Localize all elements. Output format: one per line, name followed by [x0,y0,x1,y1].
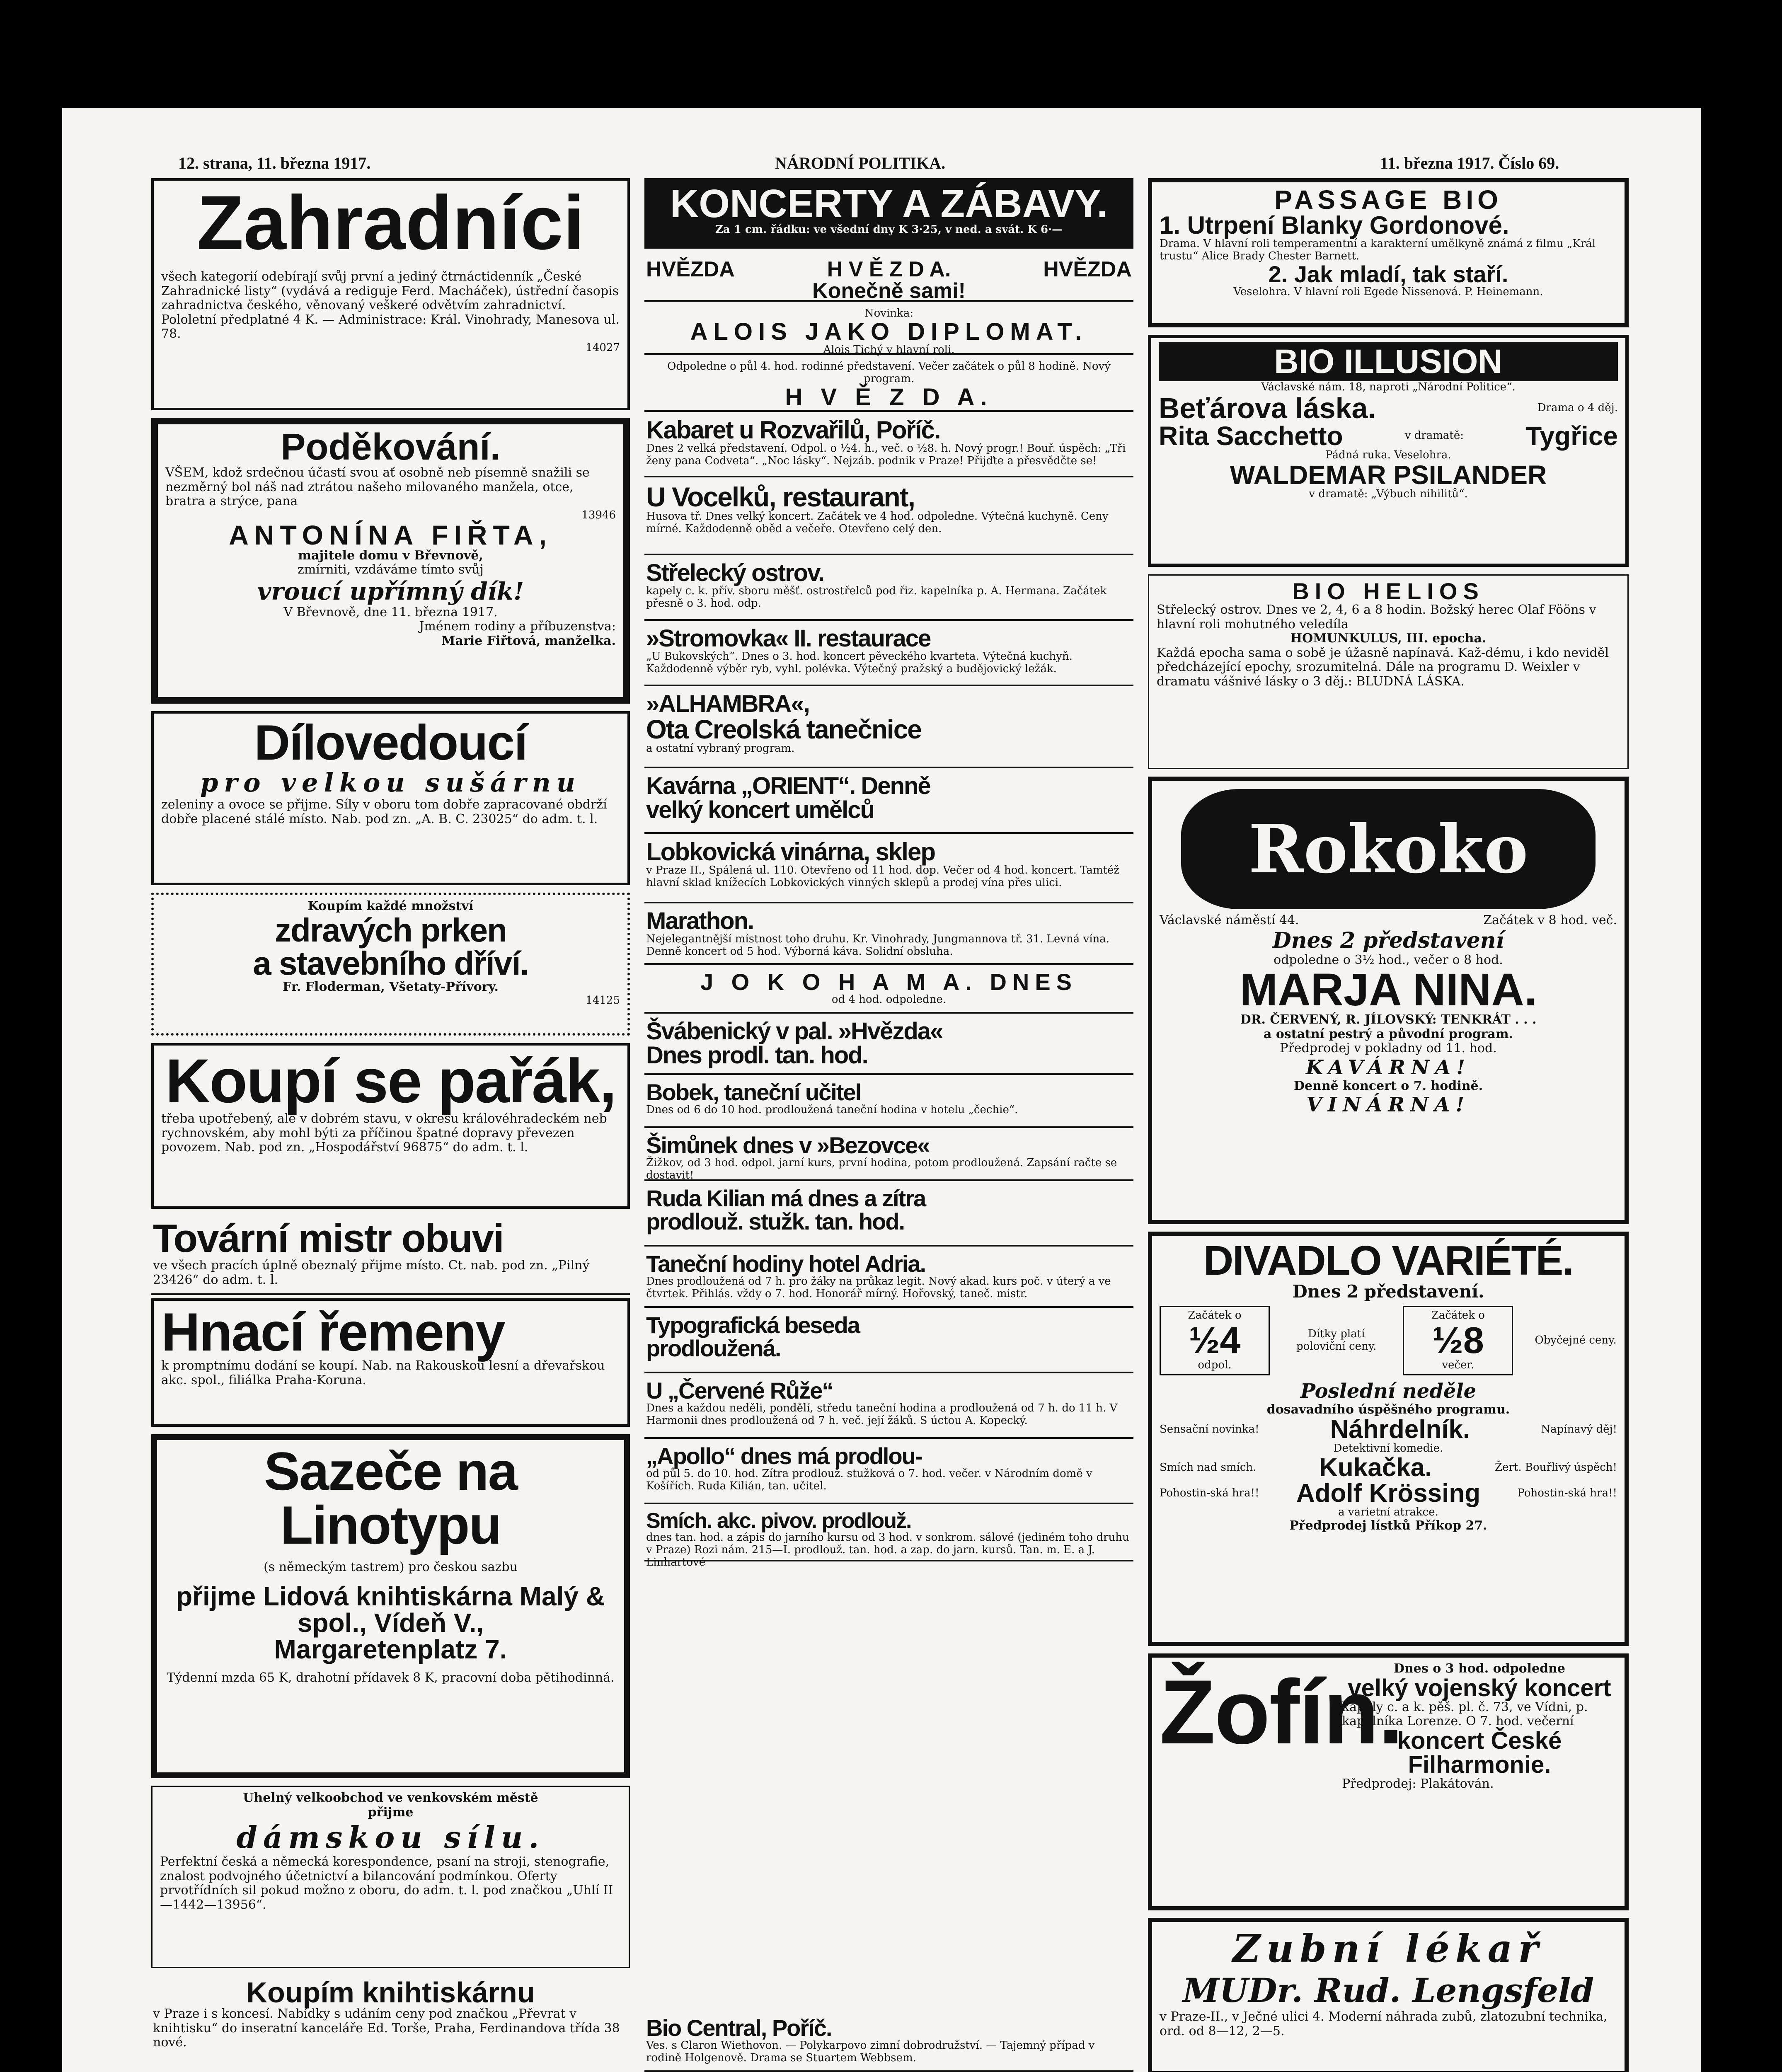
ad-title: Lobkovická vinárna, sklep [646,838,935,866]
ad-text: a ostatní vybraný program. [646,742,795,755]
ad-mistr [151,1216,630,1295]
film-4-text: v dramatě: „Výbuch nihilitů“. [1309,487,1468,500]
ad-uhelny [151,1786,630,1968]
ad-line-1: zdravých prken [275,911,506,949]
ad-text: v Praze-II., v Ječné ulici 4. Moderní náhrada zubů, zlatozubní technika, ord. od 8—12, 2—5. [1160,2009,1608,2038]
ad-stromovka [644,624,1133,686]
section-price: Za 1 cm. řádku: ve všední dny K 3·25, v ned. a svát. K 6·— [715,223,1063,236]
ad-cervena-ruze [644,1377,1133,1439]
film-1-text: Drama. V hlavní roli temperamentní a karakterní umělkyně známá z filmu „Král trustu“ Alice Brady Chester Barnett. [1160,237,1596,262]
ad-text: Ves. s Claron Wiethovon. — Polykarpovo zimní dobrodružství. — Tajemný případ v rodině Holgenově. Drama se Stuartem Webbsem. [646,2039,1095,2064]
dnes-label: Dnes [1292,1281,1341,1302]
column-3 [1148,178,1629,2072]
ad-text-2: Týdenní mzda 65 K, drahotní přídavek 8 K, pracovní doba pětihodinná. [167,1670,615,1685]
ad-title: Tovární mistr obuvi [153,1216,504,1261]
ad-title: Taneční hodiny hotel Adria. [646,1251,926,1277]
ad-text: VŠEM, kdož srdečnou účastí svou ať osobně neb písemně snažili se nezměrný bol náš nad ztrátou našeho milovaného manžela, otce, bratra a strýce, pana [165,465,590,508]
header-left: 12. strana, 11. března 1917. [178,154,371,172]
ad-text-2: Každá epocha sama o sobě je úžasně napínavá. Kaž-dému, i kdo neviděl předcházející epochy, srozumitelná. Dále na programu D. Weixler v dramatu vášnivé lásky o 3 děj.: BLUDNÁ LÁSKA. [1157,645,1609,689]
ad-strelecky-ostrov [644,559,1133,621]
ad-title: Sazeče na Linotypu [264,1441,517,1555]
ad-title: PASSAGE BIO [1274,185,1502,215]
column-2 [644,178,1133,1569]
ad-text: Dnes od 6 do 10 hod. prodloužená taneční hodina v hotelu „čechie“. [646,1104,1018,1116]
ad-title: Kavárna „ORIENT“. Denně [646,772,930,799]
show-label: představení. [1364,1281,1484,1302]
section-title: KONCERTY A ZÁBAVY. [670,182,1108,226]
ad-title: BIO ILLUSION [1159,342,1618,381]
show-3: Adolf Krössing [1296,1479,1481,1508]
ad-bio-helios [1148,574,1629,769]
start-label-1: Začátek o [1188,1309,1242,1322]
start-box-2 [1403,1306,1513,1375]
ad-hvezda-1 [644,256,1133,302]
ad-title: Bio Central, Poříč. [646,2015,832,2041]
column-2-lower [644,2014,1133,2072]
ad-text: Nejelegantnější místnost toho druhu. Kr. Vinohrady, Jungmannova tř. 31. Levná vína. Denně koncert od 5 hod. Výborná káva. Solidní obsluha. [646,933,1110,958]
ad-address: Václavské nám. 18, naproti „Národní Politice“. [1261,381,1516,393]
ad-title: ALOIS JAKO DIPLOMAT. [690,318,1088,345]
ad-line: DR. ČERVENÝ, R. JÍLOVSKÝ: TENKRÁT . . . [1240,1012,1537,1027]
ad-text: v Praze i s koncesí. Nabídky s udáním ceny pod značkou „Převrat v knihtisku“ do inseratní kanceláře Ed. Torše, Praha, Ferdinandova třída 38 nové. [153,2007,620,2050]
vinarna: VINÁRNA! [1306,1093,1470,1116]
show-count: 2 [1346,1281,1359,1302]
start-suffix-1: odpol. [1198,1358,1232,1371]
ad-title: Poděkování. [281,426,501,468]
place-date: V Břevnově, dne 11. března 1917. [283,605,498,620]
ad-title: BIO HELIOS [1292,578,1484,604]
ad-top: Uhelný velkoobchod ve venkovském městě [243,1791,538,1805]
ad-zubni-lekar [1148,1918,1629,2072]
ad-line-1: přijme Lidová knihtiskárna Malý & spol., Vídeň V., [176,1581,605,1638]
ad-vocelku [644,481,1133,555]
start-suffix-2: večer. [1442,1358,1475,1371]
ad-title: Smích. akc. pivov. prodlouž. [646,1509,911,1533]
film-1-title: 1. Utrpení Blanky Gordonové. [1160,211,1509,239]
section-header [644,178,1133,249]
ad-top: Koupím každé množství [307,899,474,913]
ad-title: Koupí se pařák, [165,1046,616,1116]
column-1 [151,178,630,2072]
ad-passage-bio [1148,178,1629,327]
ad-varietne [1148,1232,1629,1646]
ad-mid: přijme [368,1805,414,1820]
ad-title: Šimůnek dnes v »Bezovce« [646,1132,930,1158]
film-2-text: Veselohra. V hlavní roli Egede Nissenová. P. Heinemann. [1233,285,1543,298]
ad-text: ve všech pracích úplně obeznalý přijme místo. Ct. nab. pod zn. „Pilný 23426“ do adm. t. l. [153,1258,590,1287]
deceased-name: ANTONÍNA FIŘTA, [229,519,552,550]
ad-sub: prodlouž. stužk. tan. hod. [646,1208,905,1234]
ad-text: třeba upotřebený, ale v dobrém stavu, v okresu královéhradeckém neb rychnovském, aby mohl býti za příčinou špatné dopravy převezen povozem. Nab. pod zn. „Hospodářství 96875“ do adm. t. l. [161,1111,607,1155]
hvezda-main: H V Ě Z D A. [785,383,993,411]
note-2: Napínavý děj! [1541,1423,1617,1436]
note-3: Smích nad smích. [1160,1461,1257,1474]
ad-kilian [644,1184,1133,1247]
hvezda-sub: Konečně sami! [812,279,966,303]
film-title: HOMUNKULUS, III. epocha. [1290,631,1487,646]
hvezda-left: HVĚZDA [646,257,735,281]
rokoko-logo: Rokoko [1181,789,1596,909]
ad-bio-illusion [1148,335,1629,567]
ad-subtitle: pro velkou sušárnu [200,767,581,798]
ad-title: Zubní lékař [1232,1926,1544,1971]
ad-text: od 4 hod. odpoledne. [831,993,947,1006]
presale: Předprodej lístků Příkop 27. [1289,1518,1487,1533]
ad-apollo [644,1442,1133,1504]
ad-sub: velký koncert umělců [646,796,874,823]
ad-simunek [644,1131,1133,1181]
ad-text: všech kategorií odebírají svůj první a jediný čtrnáctidenník „České Zahradnické listy“ (vydává a rediguje Ferd. Macháček), ústřední časopis zahradnictva českého, věnovaný veškeré odvětvím zahradnictví. Pololetní předplatné 4 K. — Administrace: Král. Vinohrady, Manesova ul. 78. [161,269,620,341]
ad-times: odpoledne o 3½ hod., večer o 8 hod. [1274,952,1503,967]
show-2: Kukačka. [1319,1453,1432,1482]
regular-price: Obyčejné ceny. [1535,1334,1617,1346]
ad-text: Perfektní česká a německá korespondence, psaní na stroji, stenografie, znalost podvojného účetnictví a bilancování podmínkou. Oferty prvotřídních sil pokud možno z oboru, do adm. t. l. pod značkou „Uhlí II—1442—13956“. [160,1854,613,1912]
ad-title: Zahradníci [196,180,585,266]
ad-line-2: Margaretenplatz 7. [274,1634,507,1664]
ad-text: Dnes prodloužená od 7 h. pro žáky na průkaz legit. Nový akad. kurs poč. v úterý a ve čtvrtek. Přihlás. vždy o 7. hod. Honorář mírný. Hořovský, taneč. mistr. [646,1275,1111,1300]
ad-dnes: Dnes 2 představení [1272,927,1504,953]
ad-sub: Ota Creolská tanečnice [646,714,921,744]
ad-title: Typografická beseda [646,1312,860,1338]
ad-start: Začátek v 8 hod. več. [1483,913,1617,927]
ad-title: dámskou sílu. [236,1820,545,1855]
ad-text: Žižkov, od 3 hod. odpol. jarní kurs, první hodina, potom prodloužená. Zapsání račte se dostavit! [646,1157,1117,1181]
ad-line-2: a ostatní pestrý a původní program. [1263,1026,1513,1041]
child-price: Dítky platí poloviční ceny. [1296,1328,1377,1353]
film-2-title: Tygřice [1525,421,1618,451]
ad-bio-central [644,2014,1133,2072]
doctor-name: MUDr. Rud. Lengsfeld [1182,1971,1594,2010]
ad-text: Střelecký ostrov. Dnes ve 2, 4, 6 a 8 hodin. Božský herec Olaf Fööns v hlavní roli mohutného veledíla [1157,603,1596,632]
ad-text: k promptnímu dodání se koupí. Nab. na Rakouskou lesní a dřevařskou akc. spol., filiálka Praha-Koruna. [161,1358,605,1387]
ad-title: »Stromovka« II. restaurace [646,625,931,652]
koncert: Denně koncert o 7. hodině. [1293,1078,1483,1093]
ad-title: Dílovedoucí [254,715,527,770]
ad-title: DIVADLO VARIÉTÉ. [1203,1237,1574,1284]
ad-number: 14125 [586,994,620,1007]
film-3-text: Pádná ruka. Veselohra. [1325,448,1451,461]
ad-text-2: Předprodej: Plakátován. [1342,1776,1494,1791]
ad-hvezda-2 [644,358,1133,412]
ad-line-2: a stavebního dříví. [253,944,528,982]
actress-name: Rita Sacchetto [1159,421,1343,451]
ad-text: Husova tř. Dnes velký koncert. Začátek ve 4 hod. odpoledne. Výtečná kuchyně. Ceny mírné. Každodenně oběd a večeře. Otevřeno celý den. [646,510,1109,535]
ad-text-2: zmírniti, vzdáváme tímto svůj [298,562,484,577]
ad-title: Hnací řemeny [161,1302,505,1362]
ad-marathon [644,907,1133,965]
start-time-1: ½4 [1189,1319,1241,1361]
film-2-note: v dramatě: [1404,429,1464,442]
ad-text: dnes tan. hod. a zápis do jarního kursu od 3 hod. v sonkrom. sálové (jediném toho druhu v Praze) Rozi nám. 215—I. prodlouž. tan. hod. a zap. do jarn. kursů. Tan. m. E. a J. Linhartové [646,1531,1129,1569]
ad-text: (s německým tastrem) pro českou sazbu [264,1560,518,1574]
ad-title: Střelecký ostrov. [646,559,824,586]
ad-typograficka [644,1311,1133,1373]
ad-title: Ruda Kilian má dnes a zítra [646,1185,926,1211]
thanks-line: vroucí upřímný dík! [257,577,524,605]
ad-title: Marathon. [646,908,754,934]
ad-text: kapely c. a k. pěš. pl. č. 73, ve Vídni, p. kapelníka Lorenze. O 7. hod. večerní [1342,1699,1588,1728]
ad-title: Bobek, taneční učitel [646,1079,861,1105]
ad-dilovedouci [151,711,630,885]
film-1-title: Beťárova láska. [1159,392,1376,424]
show-1: Náhrdelník. [1330,1415,1470,1444]
actor-name: WALDEMAR PSILANDER [1230,460,1547,490]
ad-top: Novinka: [864,307,914,320]
ad-zofin [1148,1653,1629,1910]
hvezda-right: HVĚZDA [1043,257,1132,281]
header-center: NÁRODNÍ POLITIKA. [775,154,946,172]
ad-zahradnici [151,178,630,410]
ad-diplomat [644,305,1133,355]
ad-lobkovicka [644,837,1133,903]
note-4: Žert. Bouřlivý úspěch! [1495,1461,1617,1474]
ad-title: Kabaret u Rozvařilů, Poříč. [646,416,940,444]
ad-number: 14027 [586,341,620,354]
ad-title: J O K O H A M A. DNES [700,969,1078,995]
ad-address: Václavské náměstí 44. [1160,913,1299,927]
note-5: Pohostin-ská hra!! [1160,1487,1259,1500]
ad-title: Žofín. [1160,1661,1403,1763]
start-box-1 [1160,1306,1270,1375]
ad-text: kapely c. k. přív. sboru měšť. ostrostřelců pod řiz. kapelníka p. A. Hermana. Začátek přesně o 3. hod. odp. [646,585,1107,610]
ad-adria [644,1250,1133,1308]
note-6: Pohostin-ská hra!! [1517,1487,1617,1500]
ad-podekovani [151,418,630,704]
ad-orient [644,772,1133,834]
signature-2: Marie Fiřtová, manželka. [441,633,616,648]
ad-title: Švábenický v pal. »Hvězda« [646,1018,943,1045]
hvezda-main: H V Ě Z D A. [827,257,951,281]
ad-text: zeleniny a ovoce se přijme. Síly v oboru tom dobře zapracované obdrží dobře placené stálé místo. Nab. pod zn. „A. B. C. 23025“ do adm. t. l. [161,797,607,826]
ad-title: „Apollo“ dnes má prodlou- [646,1443,922,1469]
ad-top: Dnes o 3 hod. odpoledne [1393,1661,1566,1676]
last-sunday: Poslední neděle [1300,1379,1477,1403]
header-right: 11. března 1917. Číslo 69. [1380,154,1559,172]
ad-title: »ALHAMBRA«, [646,690,809,717]
ad-sub: prodloužená. [646,1335,781,1361]
ad-text: od půl 5. do 10. hod. Zítra prodlouž. stužková o 7. hod. večer. v Národním domě v Košířích. Ruda Kilián, tan. učitel. [646,1467,1092,1492]
presale: Předprodej v pokladny od 11. hod. [1280,1041,1497,1055]
ad-kabaret [644,415,1133,477]
film-2-title: 2. Jak mladí, tak staří. [1268,261,1508,287]
ad-line-2: koncert České Filharmonie. [1397,1727,1562,1778]
ad-parak [151,1043,630,1209]
ad-line-1: velký vojenský koncert [1348,1674,1611,1702]
last-sunday-sub: dosavadního úspěšného programu. [1266,1402,1510,1417]
ad-bobek [644,1078,1133,1128]
ad-sazece [151,1434,630,1778]
ad-text: Odpoledne o půl 4. hod. rodinné představení. Večer začátek o půl 8 hodině. Nový program. [667,360,1111,385]
ad-prkna [151,893,630,1036]
firm-name: Fr. Floderman, Všetaty-Přívory. [283,979,499,994]
ad-sub: Dnes prodl. tan. hod. [646,1042,868,1069]
ad-text: Dnes 2 velká představení. Odpol. o ½4. h., več. o ½8. h. Nový progr.! Bouř. úspěch: „Tři ženy pana Codveta“. „Noc lásky“. Nejzáb. podnik v Praze! Přijďte a přesvědčte se! [646,442,1126,467]
ad-knihtiskarna [151,1975,630,2072]
note-1: Sensační novinka! [1160,1423,1259,1436]
ad-alhambra [644,690,1133,768]
ad-smichov-pivovar [644,1508,1133,1569]
ad-sub: Alois Tichý v hlavní roli. [823,343,955,356]
star-name: MARJA NINA. [1240,964,1537,1015]
kavarna: KAVÁRNA! [1305,1055,1471,1079]
ad-remeny [151,1298,630,1427]
ad-title: U Vocelků, restaurant, [646,482,915,512]
ad-title: Koupím knihtiskárnu [246,1976,535,2009]
show-3-sub: a varietní atrakce. [1338,1506,1438,1519]
ad-rokoko [1148,777,1629,1224]
ad-title: U „Červené Růže“ [646,1377,833,1404]
ad-text: „U Bukovských“. Dnes o 3. hod. koncert pěveckého kvarteta. Výtečná kuchyň. Každodenně výběr ryb, vyhl. polévka. Výtečný pražský a budějovický ležák. [646,650,1073,675]
ad-number: 13946 [581,508,616,521]
ad-jokohama [644,968,1133,1014]
show-1-sub: Detektivní komedie. [1333,1442,1443,1455]
signature-1: Jménem rodiny a příbuzenstva: [419,619,616,634]
ad-text: Dnes a každou neděli, pondělí, středu taneční hodina a prodloužená od 7 h. do 11 h. V Harmonii dnes prodloužená od 7 h. več. její žáků. S úctou A. Kopecký. [646,1402,1118,1427]
ad-text: v Praze II., Spálená ul. 110. Otevřeno od 11 hod. dop. Večer od 4 hod. koncert. Tamtéž hlavní sklad knížecích Lobkovických vinných sklepů a prodej vína přes ulici. [646,864,1120,889]
start-label-2: Začátek o [1431,1309,1485,1322]
start-time-2: ½8 [1432,1319,1484,1361]
ad-svabenicky [644,1017,1133,1075]
film-1-note: Drama o 4 děj. [1537,401,1618,414]
deceased-title: majitele domu v Břevnově, [298,548,483,563]
